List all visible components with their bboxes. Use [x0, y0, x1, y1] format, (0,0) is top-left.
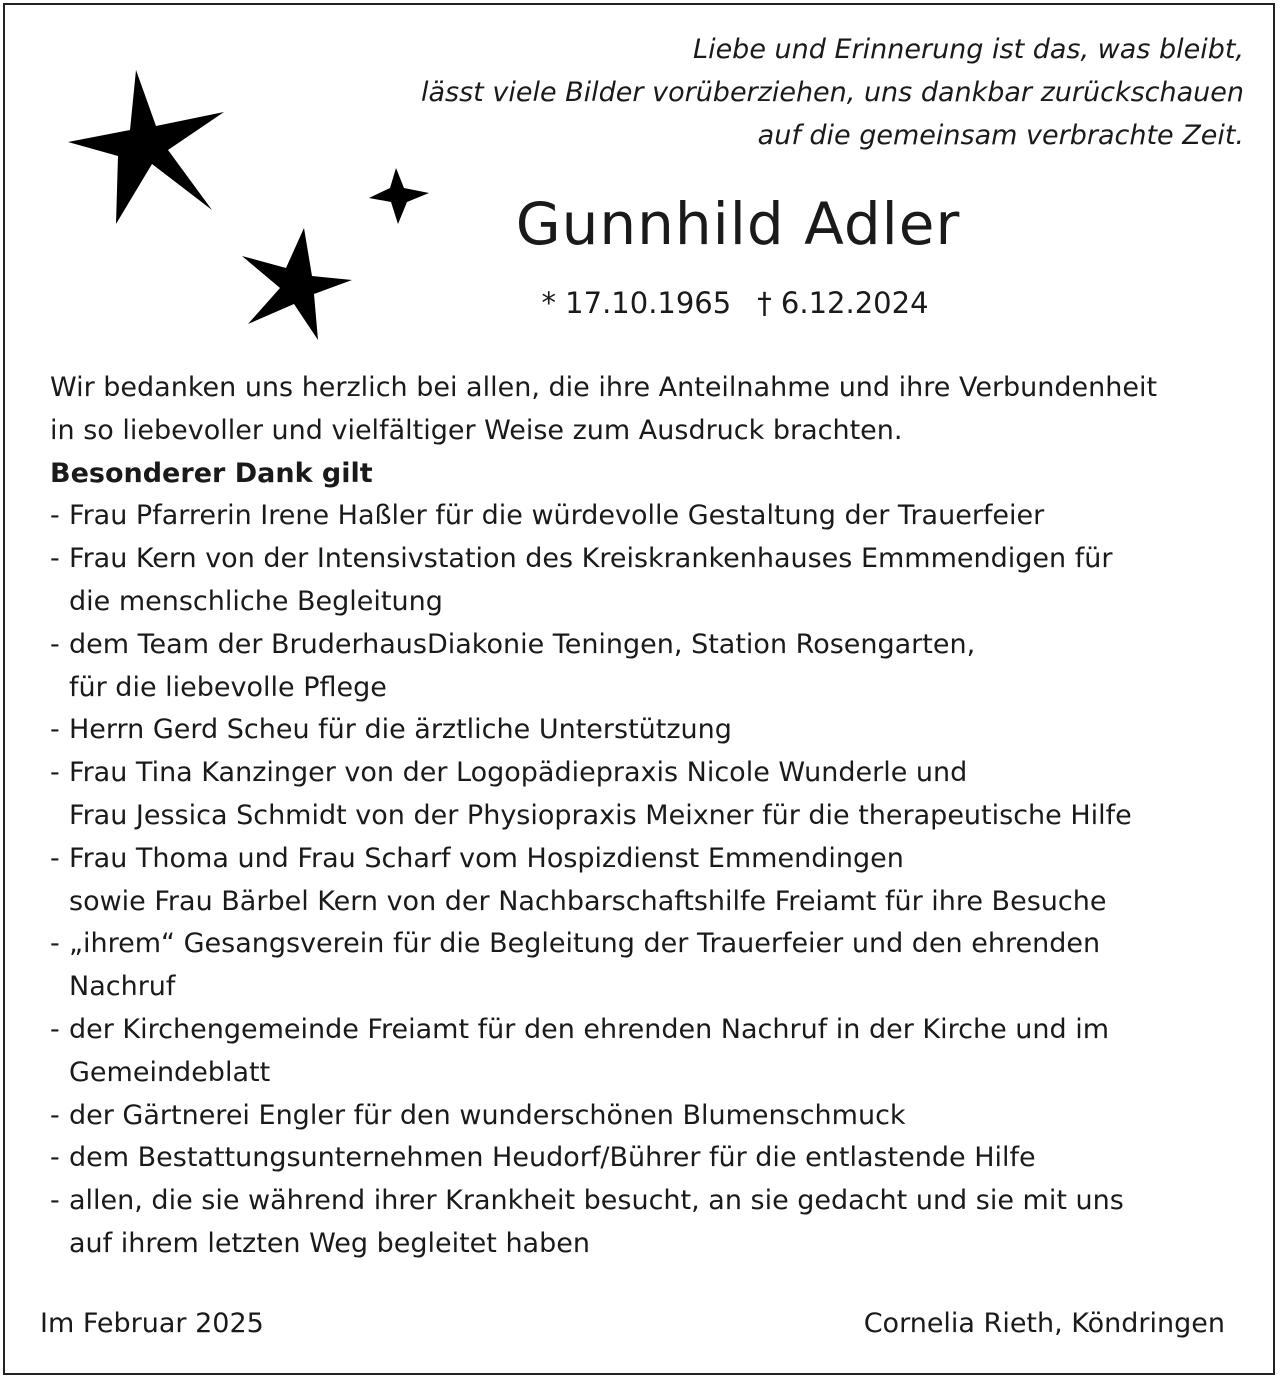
list-item-text: „ihrem“ Gesangsverein für die Begleitung der Trauerfeier und den ehrenden Nachruf: [69, 928, 1101, 1003]
list-item: [50, 838, 1250, 924]
footer-signature: Cornelia Rieth, Köndringen: [863, 1308, 1225, 1339]
deceased-name: Gunnhild Adler: [515, 190, 961, 258]
small-star-icon: [369, 168, 429, 224]
list-item-text: dem Team der BruderhausDiakonie Teningen, Station Rosengarten, für die liebevolle Pflege: [69, 628, 976, 703]
list-item-text: allen, die sie während ihrer Krankheit besucht, an sie gedacht und sie mit uns auf ihrem letzten Weg begleitet haben: [69, 1185, 1124, 1259]
birth-date: * 17.10.1965: [541, 286, 732, 320]
list-dash: -: [50, 757, 60, 789]
list-dash: -: [50, 714, 60, 746]
list-item: [50, 752, 1250, 838]
list-dash: -: [50, 543, 60, 575]
list-item: [50, 1095, 1250, 1138]
list-item: [50, 1009, 1250, 1095]
list-item: [50, 1137, 1250, 1180]
footer-date: Im Februar 2025: [40, 1308, 264, 1339]
medium-star-icon: [242, 228, 352, 340]
list-dash: -: [50, 842, 60, 874]
list-item: [50, 538, 1250, 624]
life-dates: [435, 286, 1035, 320]
intro-line: Wir bedanken uns herzlich bei allen, die ihre Anteilnahme und ihre Verbundenheit: [50, 372, 1158, 403]
list-item-text: Frau Thoma und Frau Scharf vom Hospizdienst Emmendingen sowie Frau Bärbel Kern von der Nachbarschaftshilfe Freiamt für ihre Besuche: [69, 842, 1107, 917]
list-dash: -: [50, 1099, 60, 1131]
list-item: [50, 495, 1250, 538]
list-item: [50, 923, 1250, 1009]
list-item-text: Frau Pfarrerin Irene Haßler für die würdevolle Gestaltung der Trauerfeier: [69, 500, 1045, 532]
list-item: [50, 624, 1250, 710]
list-dash: -: [50, 1142, 60, 1174]
motto-line: auf die gemeinsam verbrachte Zeit.: [757, 120, 1244, 151]
thank-you-text: [50, 367, 1250, 1266]
death-date: † 6.12.2024: [757, 286, 929, 320]
list-item: [50, 709, 1250, 752]
list-item-text: Frau Kern von der Intensivstation des Kreiskrankenhauses Emmmendigen für die menschliche Begleitung: [69, 543, 1113, 617]
thanks-heading: Besonderer Dank gilt: [50, 457, 373, 489]
memorial-motto: [344, 28, 1244, 157]
motto-line: lässt viele Bilder vorüberziehen, uns dankbar zurückschauen: [421, 77, 1244, 108]
list-item-text: der Kirchengemeinde Freiamt für den ehrenden Nachruf in der Kirche und im Gemeindeblatt: [69, 1013, 1110, 1088]
motto-line: Liebe und Erinnerung ist das, was bleibt,: [693, 34, 1244, 65]
list-dash: -: [50, 628, 60, 660]
list-dash: -: [50, 500, 60, 532]
list-item-text: Herrn Gerd Scheu für die ärztliche Unterstützung: [69, 714, 732, 746]
list-dash: -: [50, 928, 60, 960]
thanks-list: [50, 495, 1250, 1265]
list-item-text: der Gärtnerei Engler für den wunderschönen Blumenschmuck: [69, 1099, 906, 1131]
large-star-icon: [68, 70, 224, 224]
list-dash: -: [50, 1185, 60, 1217]
list-item: [50, 1180, 1250, 1266]
list-dash: -: [50, 1013, 60, 1045]
list-item-text: dem Bestattungsunternehmen Heudorf/Bührer für die entlastende Hilfe: [69, 1142, 1036, 1174]
intro-line: in so liebevoller und vielfältiger Weise zum Ausdruck brachten.: [50, 414, 903, 446]
stars-decoration: [60, 60, 440, 360]
list-item-text: Frau Tina Kanzinger von der Logopädiepraxis Nicole Wunderle und Frau Jessica Schmidt von der Physiopraxis Meixner für die therapeutische Hilfe: [69, 757, 1132, 831]
